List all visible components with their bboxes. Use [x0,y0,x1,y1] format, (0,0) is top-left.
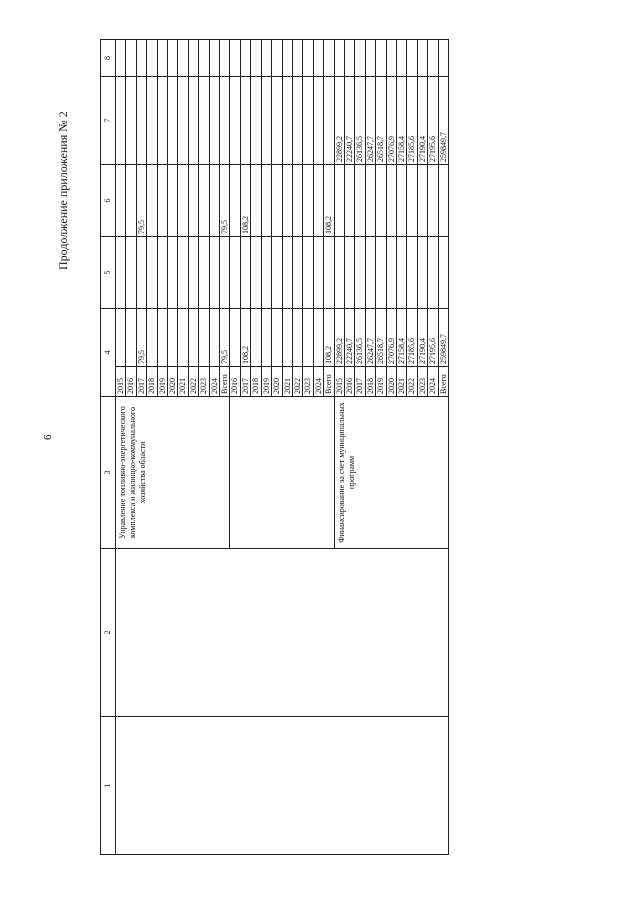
col8-cell [220,40,230,77]
year-cell: 2018 [147,367,157,397]
col8-cell [355,40,365,77]
col7-cell: 26247,7 [365,77,375,165]
col8-cell [334,40,344,77]
col7-cell: 27076,9 [386,77,396,165]
col7-cell: 27195,6 [428,77,438,165]
year-cell: 2023 [303,367,313,397]
col6-cell: 108,2 [240,165,250,237]
col6-cell [188,165,198,237]
col7-cell [116,77,126,165]
year-cell: 2018 [251,367,261,397]
appendix-title: Продолжение приложения № 2 [56,111,70,270]
amount-total-cell: 79,5 [220,309,230,367]
col5-cell [116,237,126,309]
year-cell: 2016 [230,367,240,397]
col6-cell [438,165,448,237]
year-cell: 2017 [240,367,250,397]
amount-total-cell [168,309,178,367]
amount-total-cell [199,309,209,367]
table-row [116,40,126,855]
col8-cell [282,40,292,77]
col6-cell [251,165,261,237]
col6-cell [282,165,292,237]
col8-cell [272,40,282,77]
col-header-4: 4 [101,309,116,397]
col5-cell [282,237,292,309]
year-cell: 2022 [407,367,417,397]
col6-cell [407,165,417,237]
col5-cell [157,237,167,309]
col7-cell [157,77,167,165]
col6-cell [272,165,282,237]
col5-cell [126,237,136,309]
amount-total-cell [147,309,157,367]
col7-cell [272,77,282,165]
col6-cell [116,165,126,237]
col7-cell: 27190,4 [417,77,427,165]
col5-cell [344,237,354,309]
col5-cell [168,237,178,309]
year-cell: Всего [438,367,448,397]
col6-cell [168,165,178,237]
col5-cell [199,237,209,309]
col8-cell [261,40,271,77]
col7-cell: 22899,2 [334,77,344,165]
col7-cell [168,77,178,165]
amount-total-cell [116,309,126,367]
col5-cell [188,237,198,309]
col5-cell [240,237,250,309]
year-cell: 2018 [365,367,375,397]
amount-total-cell [126,309,136,367]
year-cell: 2022 [292,367,302,397]
col6-cell [334,165,344,237]
year-cell: 2023 [417,367,427,397]
year-cell: 2019 [157,367,167,397]
col6-cell: 108,2 [324,165,334,237]
amount-total-cell [230,309,240,367]
col5-cell [272,237,282,309]
col6-cell [365,165,375,237]
col5-cell [324,237,334,309]
col7-cell: 27158,4 [396,77,406,165]
amount-total-cell: 108,2 [240,309,250,367]
col2-cell [116,549,449,717]
col7-cell [209,77,219,165]
year-cell: 2015 [334,367,344,397]
block-description: Управление топливно-энергетического комплекса и жилищно-коммунального хозяйства области [116,397,230,549]
col5-cell [261,237,271,309]
amount-total-cell [272,309,282,367]
col-header-6: 6 [101,165,116,237]
col6-cell [126,165,136,237]
col5-cell [355,237,365,309]
amount-total-cell [261,309,271,367]
col6-cell [386,165,396,237]
amount-total-cell: 108,2 [324,309,334,367]
year-cell: 2016 [344,367,354,397]
amount-total-cell [188,309,198,367]
col8-cell [396,40,406,77]
col6-cell [157,165,167,237]
col8-cell [344,40,354,77]
col7-cell [261,77,271,165]
col8-cell [209,40,219,77]
col7-cell: 259849,7 [438,77,448,165]
rotated-table-container [100,40,605,855]
col6-cell [313,165,323,237]
amount-total-cell [303,309,313,367]
col6-cell [292,165,302,237]
col6-cell [147,165,157,237]
col6-cell: 79,5 [136,165,146,237]
col8-cell [251,40,261,77]
amount-total-cell [178,309,188,367]
year-cell: 2020 [272,367,282,397]
amount-total-cell [157,309,167,367]
col7-cell [324,77,334,165]
col5-cell [396,237,406,309]
col1-cell [116,717,449,855]
year-cell: 2024 [209,367,219,397]
amount-total-cell: 79,5 [136,309,146,367]
year-cell: 2021 [178,367,188,397]
col8-cell [417,40,427,77]
col5-cell [313,237,323,309]
table-body [116,40,449,855]
col5-cell [376,237,386,309]
year-cell: 2024 [313,367,323,397]
col8-cell [126,40,136,77]
col8-cell [386,40,396,77]
col-header-7: 7 [101,77,116,165]
col5-cell [438,237,448,309]
block-description [230,397,334,549]
col8-cell [168,40,178,77]
year-cell: 2023 [199,367,209,397]
amount-total-cell: 27158,4 [396,309,406,367]
amount-total-cell [282,309,292,367]
amount-total-cell: 27190,4 [417,309,427,367]
col7-cell [220,77,230,165]
col-header-3: 3 [101,397,116,549]
col5-cell [292,237,302,309]
year-cell: 2019 [376,367,386,397]
col7-cell [303,77,313,165]
col5-cell [147,237,157,309]
year-cell: 2016 [126,367,136,397]
col7-cell: 26136,5 [355,77,365,165]
col6-cell [417,165,427,237]
col5-cell [386,237,396,309]
amount-total-cell [313,309,323,367]
year-cell: 2017 [355,367,365,397]
amount-total-cell: 259849,7 [438,309,448,367]
col6-cell [396,165,406,237]
amount-total-cell: 22899,2 [334,309,344,367]
col7-cell [230,77,240,165]
col5-cell [251,237,261,309]
col8-cell [147,40,157,77]
col6-cell [303,165,313,237]
col8-cell [438,40,448,77]
col6-cell [355,165,365,237]
col7-cell: 27185,6 [407,77,417,165]
col8-cell [230,40,240,77]
col6-cell [344,165,354,237]
amount-total-cell [251,309,261,367]
col5-cell [407,237,417,309]
col5-cell [334,237,344,309]
col6-cell [199,165,209,237]
col7-cell [313,77,323,165]
col8-cell [292,40,302,77]
amount-total-cell: 27185,6 [407,309,417,367]
block-description: Финансирование за счет муниципальных программ [334,397,448,549]
col5-cell [178,237,188,309]
amount-total-cell [209,309,219,367]
col-header-1: 1 [101,717,116,855]
col8-cell [365,40,375,77]
col7-cell [251,77,261,165]
col7-cell [147,77,157,165]
col-header-2: 2 [101,549,116,717]
year-cell: 2015 [116,367,126,397]
amount-total-cell: 22240,7 [344,309,354,367]
col8-cell [136,40,146,77]
col8-cell [407,40,417,77]
col5-cell [417,237,427,309]
amount-total-cell: 26518,7 [376,309,386,367]
col6-cell [376,165,386,237]
col5-cell [230,237,240,309]
col5-cell [365,237,375,309]
amount-total-cell: 26247,7 [365,309,375,367]
year-cell: 2024 [428,367,438,397]
year-cell: 2020 [168,367,178,397]
year-cell: 2021 [396,367,406,397]
col-header-5: 5 [101,237,116,309]
year-cell: Всего [220,367,230,397]
col6-cell [261,165,271,237]
col8-cell [376,40,386,77]
col6-cell [209,165,219,237]
col8-cell [313,40,323,77]
col7-cell [188,77,198,165]
col7-cell [136,77,146,165]
col5-cell [428,237,438,309]
year-cell: 2021 [282,367,292,397]
col7-cell: 26518,7 [376,77,386,165]
financing-table [100,39,449,855]
year-cell: Всего [324,367,334,397]
year-cell: 2017 [136,367,146,397]
col6-cell [178,165,188,237]
col5-cell [136,237,146,309]
col8-cell [157,40,167,77]
col8-cell [428,40,438,77]
amount-total-cell: 26136,5 [355,309,365,367]
col7-cell [282,77,292,165]
col7-cell: 22240,7 [344,77,354,165]
amount-total-cell [292,309,302,367]
col8-cell [116,40,126,77]
col8-cell [188,40,198,77]
col8-cell [199,40,209,77]
header-row [101,40,116,855]
col8-cell [324,40,334,77]
col8-cell [178,40,188,77]
amount-total-cell: 27076,9 [386,309,396,367]
col6-cell: 79,5 [220,165,230,237]
col5-cell [220,237,230,309]
col5-cell [209,237,219,309]
year-cell: 2019 [261,367,271,397]
col8-cell [240,40,250,77]
col7-cell [178,77,188,165]
col6-cell [428,165,438,237]
col7-cell [199,77,209,165]
col7-cell [126,77,136,165]
year-cell: 2020 [386,367,396,397]
col6-cell [230,165,240,237]
col-header-8: 8 [101,40,116,77]
amount-total-cell: 27195,6 [428,309,438,367]
col5-cell [303,237,313,309]
col7-cell [292,77,302,165]
year-cell: 2022 [188,367,198,397]
page-number: 6 [42,434,54,440]
col7-cell [240,77,250,165]
col8-cell [303,40,313,77]
